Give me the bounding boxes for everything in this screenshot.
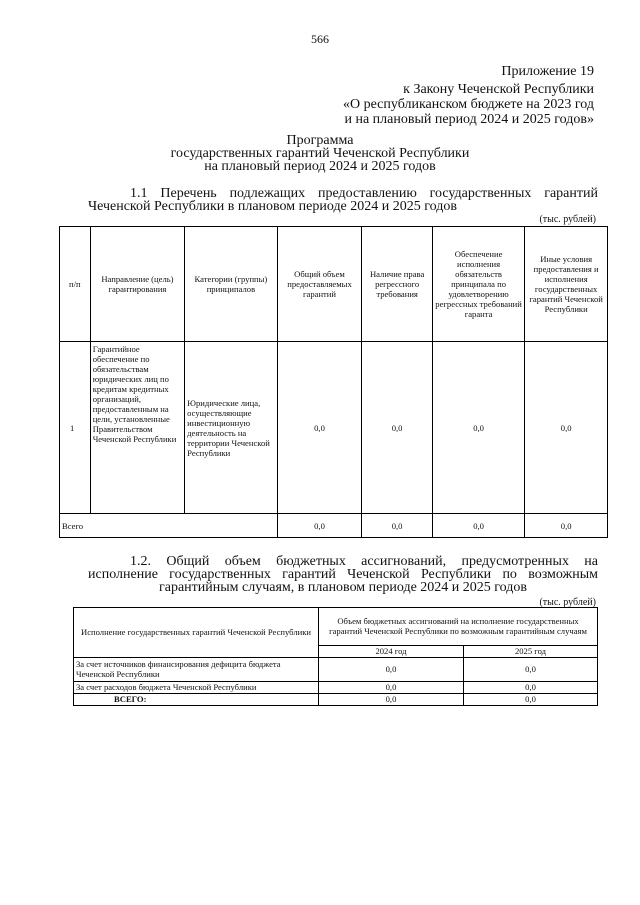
header-regress: Наличие права регрессного требования (362, 227, 433, 342)
guarantees-table (59, 226, 608, 538)
table-row (74, 658, 598, 682)
row-direction: Гарантийное обеспечение по обязательствам юридических лиц по кредитам кредитных организаций, предоставленным на цели, установленные Правительством Чеченской Республики (90, 342, 184, 514)
section2-title-line2: гарантийным случаям, в плановом периоде 2024 и 2025 годов (158, 580, 528, 595)
page-number: 566 (311, 32, 329, 46)
header-num: п/п (60, 227, 91, 342)
program-title-line2: государственных гарантий Чеченской Республики (170, 146, 470, 161)
alloc-row-2025: 0,0 (464, 658, 598, 682)
appendix-law-name: «О республиканском бюджете на 2023 год (343, 97, 594, 112)
program-title-line1: Программа (286, 133, 354, 148)
table-row (74, 694, 598, 706)
alloc-row-label: За счет источников финансирования дефицита бюджета Чеченской Республики (74, 658, 319, 682)
year-2024: 2024 год (319, 646, 464, 658)
row-num: 1 (60, 342, 91, 514)
table-row (74, 682, 598, 694)
row-volume: 0,0 (277, 342, 362, 514)
alloc-header-row (74, 608, 598, 646)
appendix-header (343, 64, 594, 127)
table-row (60, 342, 608, 514)
table-total-row (60, 514, 608, 538)
total-label: Всего (60, 514, 278, 538)
appendix-title: Приложение 19 (501, 64, 594, 79)
header-security: Обеспечение исполнения обязательств принципала по удовлетворению регрессных требований гаранта (432, 227, 524, 342)
total-volume: 0,0 (277, 514, 362, 538)
total-other: 0,0 (525, 514, 608, 538)
appendix-law: к Закону Чеченской Республики (403, 82, 594, 97)
alloc-total-2025: 0,0 (464, 694, 598, 706)
section2-unit: (тыс. рублей) (539, 597, 596, 608)
program-title (0, 134, 640, 173)
section2-title-line1: 1.2. Общий объем бюджетных ассигнований, предусмотренных на исполнение государственных гарантий Чеченской Республики по возможным (88, 554, 598, 582)
section1-title: 1.1 Перечень подлежащих предоставлению государственных гарантий Чеченской Республики в плановом периоде 2024 и 2025 годов (88, 186, 598, 214)
alloc-row-2025: 0,0 (464, 682, 598, 694)
alloc-row-2024: 0,0 (319, 682, 464, 694)
alloc-header-right: Объем бюджетных ассигнований на исполнение государственных гарантий Чеченской Республики по возможным гарантийным случаям (319, 608, 598, 646)
row-category: Юридические лица, осуществляющие инвестиционную деятельность на территории Чеченской Республики (185, 342, 278, 514)
section1-unit: (тыс. рублей) (539, 214, 596, 225)
header-other: Иные условия предоставления и исполнения государственных гарантий Чеченской Республики (525, 227, 608, 342)
total-security: 0,0 (432, 514, 524, 538)
alloc-header-left: Исполнение государственных гарантий Чеченской Республики (74, 608, 319, 658)
row-security: 0,0 (432, 342, 524, 514)
program-title-line3: на плановый период 2024 и 2025 годов (204, 159, 436, 174)
allocations-table (73, 607, 598, 706)
table-header-row (60, 227, 608, 342)
header-category: Категории (группы) принципалов (185, 227, 278, 342)
alloc-row-label: За счет расходов бюджета Чеченской Республики (74, 682, 319, 694)
appendix-law-period: и на плановый период 2024 и 2025 годов» (344, 112, 594, 127)
row-other: 0,0 (525, 342, 608, 514)
alloc-row-2024: 0,0 (319, 658, 464, 682)
alloc-total-2024: 0,0 (319, 694, 464, 706)
row-regress: 0,0 (362, 342, 433, 514)
section2-title (88, 555, 598, 594)
alloc-total-label: ВСЕГО: (74, 694, 319, 706)
header-volume: Общий объем предоставляемых гарантий (277, 227, 362, 342)
total-regress: 0,0 (362, 514, 433, 538)
year-2025: 2025 год (464, 646, 598, 658)
header-direction: Направление (цель) гарантирования (90, 227, 184, 342)
